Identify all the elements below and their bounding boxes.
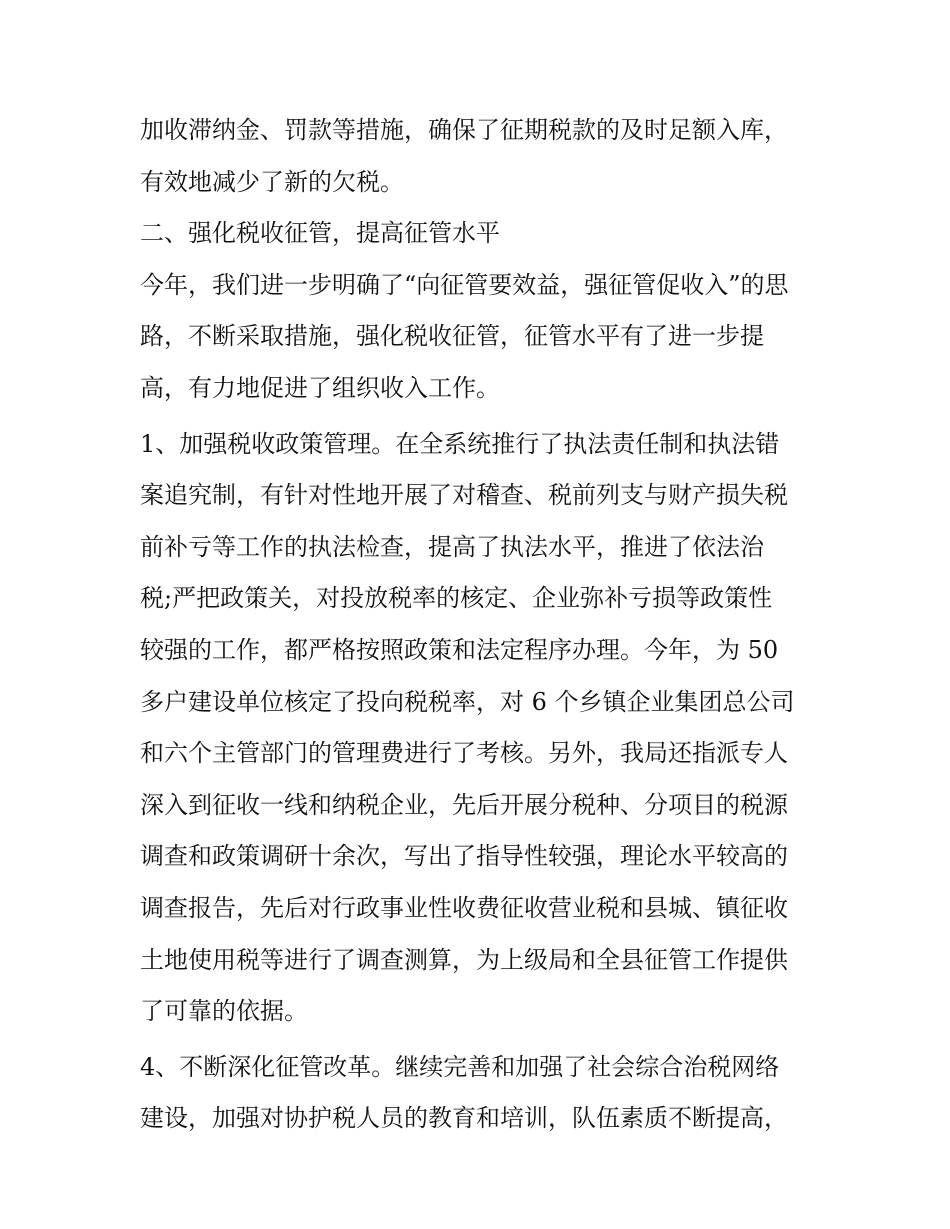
text-line: 调查和政策调研十余次，写出了指导性较强，理论水平较高的	[140, 842, 788, 871]
text-line: 调查报告，先后对行政事业性收费征收营业税和县城、镇征收	[140, 893, 788, 922]
text-line: 建设，加强对协护税人员的教育和培训，队伍素质不断提高，	[140, 1104, 788, 1133]
text-line: 案追究制，有针对性地开展了对稽查、税前列支与财产损失税	[140, 481, 788, 510]
text-line: 高，有力地促进了组织收入工作。	[140, 373, 500, 402]
text-line: 较强的工作，都严格按照政策和法定程序办理。今年，为 50	[140, 635, 779, 664]
section-heading: 二、强化税收征管，提高征管水平	[140, 219, 500, 248]
text-line: 多户建设单位核定了投向税税率，对 6 个乡镇企业集团总公司	[140, 687, 795, 716]
document-body	[140, 105, 820, 1145]
text-line: 加收滞纳金、罚款等措施，确保了征期税款的及时足额入库，	[140, 116, 788, 144]
text-line: 了可靠的依据。	[140, 997, 308, 1026]
text-line: 1、加强税收政策管理。在全系统推行了执法责任制和执法错	[140, 429, 780, 458]
text-line: 4、不断深化征管改革。继续完善和加强了社会综合治税网络	[140, 1052, 780, 1081]
text-line: 前补亏等工作的执法检查，提高了执法水平，推进了依法治	[140, 532, 764, 561]
text-line: 今年，我们进一步明确了“向征管要效益，强征管促收入”的思	[140, 270, 789, 299]
text-line: 土地使用税等进行了调查测算，为上级局和全县征管工作提供	[140, 945, 788, 974]
text-line: 税;严把政策关，对投放税率的核定、企业弥补亏损等政策性	[140, 584, 773, 613]
text-line: 和六个主管部门的管理费进行了考核。另外，我局还指派专人	[140, 739, 788, 768]
text-line: 深入到征收一线和纳税企业，先后开展分税种、分项目的税源	[140, 790, 788, 819]
text-line: 路，不断采取措施，强化税收征管，征管水平有了进一步提	[140, 322, 764, 351]
text-line: 有效地减少了新的欠税。	[140, 167, 404, 196]
